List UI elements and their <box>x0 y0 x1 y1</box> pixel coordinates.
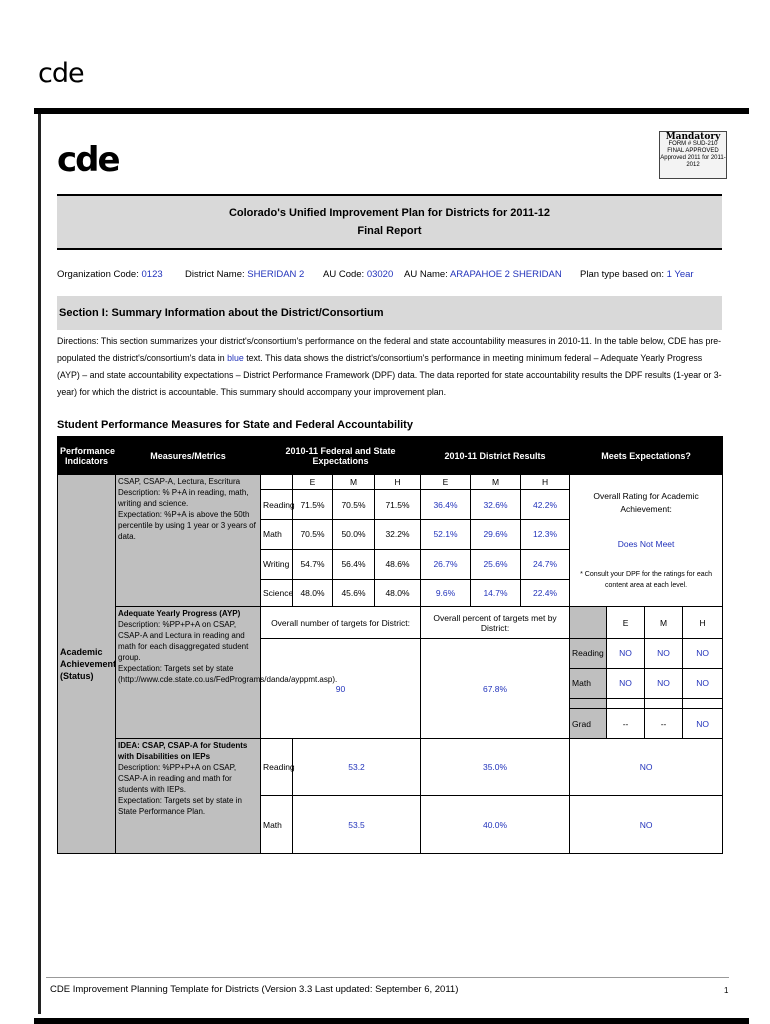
table-row: Reading 71.5% 70.5% 71.5% 36.4% 32.6% 42.2% <box>58 490 723 520</box>
stamp-line4: Approved 2011 for 2011-2012 <box>660 155 726 168</box>
table-row: Math NO NO NO <box>58 668 723 698</box>
header-measures: Measures/Metrics <box>116 437 261 475</box>
section-heading: Section I: Summary Information about the District/Consortium <box>57 296 722 330</box>
plan-type: Plan type based on: 1 Year <box>580 269 694 280</box>
table-row: Grad -- -- NO <box>58 709 723 739</box>
ayp-targets-label: Overall number of targets for District: <box>261 607 421 639</box>
table-header-row <box>58 437 723 475</box>
exp-level-e: E <box>293 475 333 490</box>
directions-text: Directions: This section summarizes your district's/consortium's performance on the federal and state accountability measures in 2010-11. In the table below, CDE has pre-populated the district's/consortium's data in blue text. This data shows the district's/consortium's performance in meeting minimum federal – Adequate Yearly Progress (AYP) – and state accountability expectations – District Performance Framework (DPF) data. The data reported for state accountability results the DPF results (1-year or 3-year) for which the district is accountable. This summary should accompany your improvement plan. <box>57 336 722 397</box>
indicator-cell: Academic Achievement (Status) <box>58 475 116 854</box>
idea-metric-cell: IDEA: CSAP, CSAP-A for Students with Disabilities on IEPs Description: %PP+P+A on CSAP, CSAP-A in reading and math for students with IEPs. Expectation: Targets set by state in State Performance Plan. <box>116 739 261 854</box>
header-meets: Meets Expectations? <box>570 437 723 475</box>
table-row <box>58 475 723 490</box>
page-number: 1 <box>724 986 729 995</box>
ayp-metric-cell: Adequate Yearly Progress (AYP) Description: %PP+P+A on CSAP, CSAP-A and Lectura in reading and math for each disaggregated student group. Expectation: Targets set by state (http://www.cde.state.co.us/FedPrograms/danda/ayppmt.asp). <box>116 607 261 739</box>
ayp-percent-value: 67.8% <box>421 639 570 739</box>
page-edge <box>38 114 41 1014</box>
res-level-m: M <box>471 475 521 490</box>
res-level-h: H <box>521 475 570 490</box>
org-code: Organization Code: 0123 <box>57 269 163 280</box>
stamp-line2: FORM # SUD-210 <box>668 141 718 147</box>
ayp-percent-label: Overall percent of targets met by District: <box>421 607 570 639</box>
overall-rating-cell: Overall Rating for Academic Achievement: Does Not Meet * Consult your DPF for the ratings for each content area at each level. <box>570 475 723 607</box>
res-level-e: E <box>421 475 471 490</box>
table-title: Student Performance Measures for State and Federal Accountability <box>57 419 413 431</box>
au-code: AU Code: 03020 <box>323 269 394 280</box>
au-name: AU Name: ARAPAHOE 2 SHERIDAN <box>404 269 562 280</box>
footer-rule <box>46 977 729 978</box>
inner-logo: cde <box>57 140 119 180</box>
exp-level-m: M <box>333 475 375 490</box>
stamp-line1: Mandatory <box>665 132 721 142</box>
ayp-targets-value: 90 <box>261 639 421 739</box>
table-row: Adequate Yearly Progress (AYP) Description: %PP+P+A on CSAP, CSAP-A and Lectura in reading and math for each disaggregated student group. Expectation: Targets set by state (http://www.cde.state.co.us/FedPrograms/danda/ayppmt.asp). Overall number of targets for District: Overall percent of targets met by District: E M H <box>58 607 723 639</box>
table-row: Science 48.0% 45.6% 48.0% 9.6% 14.7% 22.4% <box>58 579 723 607</box>
report-subtitle: Final Report <box>357 225 422 237</box>
outer-logo: cde <box>38 58 84 89</box>
footer-text: CDE Improvement Planning Template for Districts (Version 3.3 Last updated: September 6, 2011) <box>50 984 459 995</box>
top-rule <box>34 108 749 114</box>
table-row: IDEA: CSAP, CSAP-A for Students with Disabilities on IEPs Description: %PP+P+A on CSAP, CSAP-A in reading and math for students with IEPs. Expectation: Targets set by state in State Performance Plan. Reading 53.2 35.0% NO <box>58 739 723 796</box>
header-results: 2010-11 District Results <box>421 437 570 475</box>
table-row: Math 70.5% 50.0% 32.2% 52.1% 29.6% 12.3% <box>58 519 723 549</box>
table-row: Math 53.5 40.0% NO <box>58 796 723 854</box>
title-band <box>57 194 722 250</box>
stamp-line3: FINAL APPROVED <box>667 148 719 154</box>
exp-level-h: H <box>375 475 421 490</box>
performance-table <box>57 436 723 854</box>
ach-metric-cell: CSAP, CSAP-A, Lectura, Escritura Description: % P+A in reading, math, writing and science. Expectation: %P+A is above the 50th percentile by using 1 year or 3 years of data. <box>116 475 261 607</box>
table-row: 90 67.8% Reading NO NO NO <box>58 639 723 669</box>
mandatory-stamp <box>659 131 727 179</box>
header-expectations: 2010-11 Federal and State Expectations <box>261 437 421 475</box>
header-indicators: Performance Indicators <box>58 437 116 475</box>
report-title: Colorado's Unified Improvement Plan for Districts for 2011-12 <box>228 207 551 219</box>
district-name: District Name: SHERIDAN 2 <box>185 269 305 280</box>
overall-rating-value: Does Not Meet <box>617 539 675 550</box>
table-row: Writing 54.7% 56.4% 48.6% 26.7% 25.6% 24.7% <box>58 549 723 579</box>
bottom-rule <box>34 1018 749 1024</box>
